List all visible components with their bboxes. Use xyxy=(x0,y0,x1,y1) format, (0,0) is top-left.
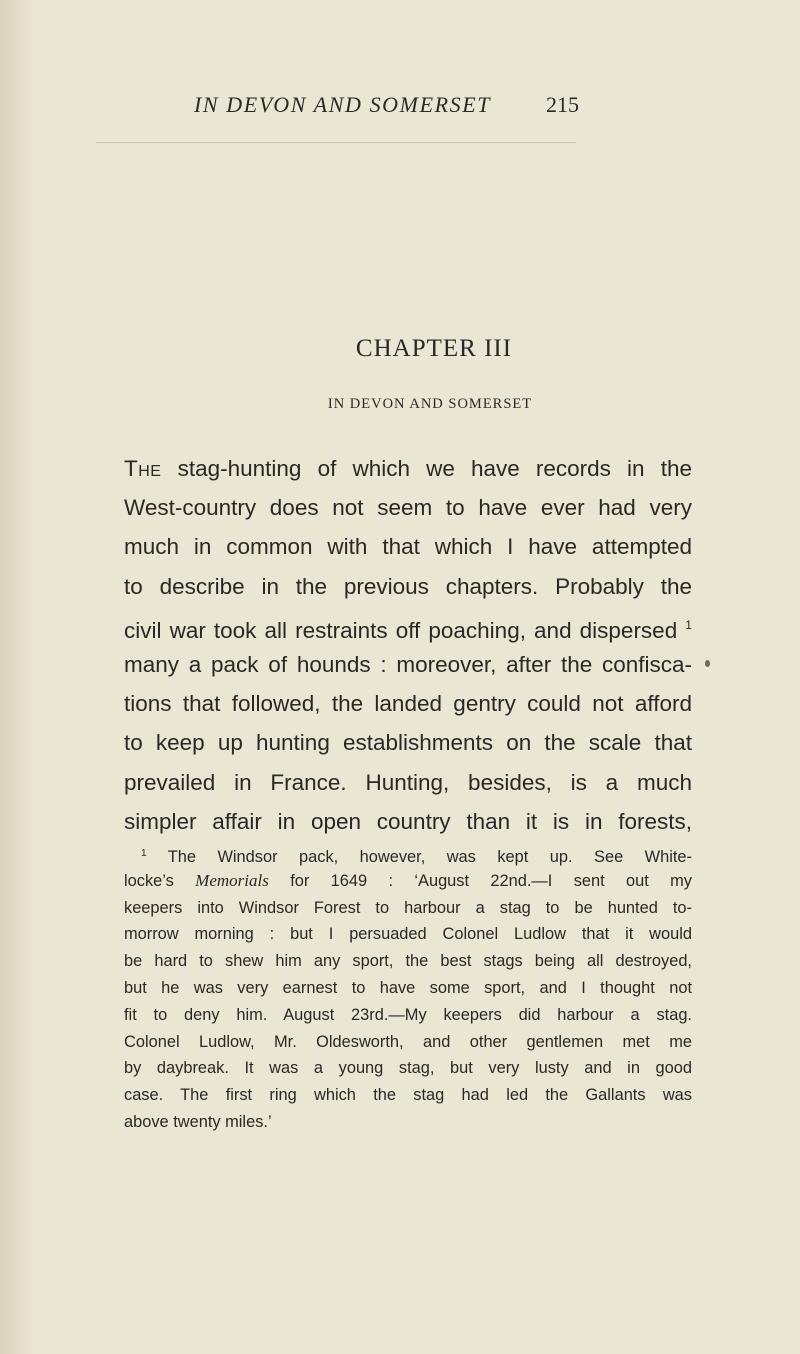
body-line: many a pack of hounds : moreover, after the confisca- xyxy=(124,651,692,677)
page-gutter-shadow xyxy=(0,0,34,1354)
body-paragraph xyxy=(124,449,692,841)
running-head xyxy=(160,92,580,132)
lead-word: The xyxy=(124,456,162,481)
footnote-line: Colonel Ludlow, Mr. Oldesworth, and other gentlemen met me xyxy=(124,1032,692,1051)
footnote-line: case. The first ring which the stag had led the Gallants was xyxy=(124,1086,692,1105)
header-rule xyxy=(96,142,576,143)
footnote xyxy=(124,841,692,1136)
footnote-line-text: The Windsor pack, however, was kept up. See White- xyxy=(167,848,692,866)
chapter-subtitle: IN DEVON AND SOMERSET xyxy=(327,396,533,412)
page-number: 215 xyxy=(546,92,579,117)
footnote-reference: 1 xyxy=(685,617,692,632)
footnote-line-text: for 1649 : ‘August 22nd.—I sent out my xyxy=(290,871,692,890)
footnote-line: be hard to shew him any sport, the best stags being all destroyed, xyxy=(124,952,692,971)
book-title: Memorials xyxy=(195,870,269,890)
paper-speck xyxy=(705,660,710,667)
body-line: tions that followed, the landed gentry could not afford xyxy=(124,691,692,717)
body-line xyxy=(124,449,692,488)
body-line-text: civil war took all restraints off poaching, and dispersed xyxy=(124,617,678,643)
footnote-line: but he was very earnest to have some sport, and I thought not xyxy=(124,978,692,997)
chapter-heading: CHAPTER III xyxy=(355,335,513,362)
footnote-line xyxy=(124,868,692,895)
footnote-line: by daybreak. It was a young stag, but very lusty and in good xyxy=(124,1059,692,1078)
footnote-line: fit to deny him. August 23rd.—My keepers did harbour a stag. xyxy=(124,1005,692,1024)
body-line: prevailed in France. Hunting, besides, is a much xyxy=(124,769,692,795)
footnote-line-text: locke’s xyxy=(124,871,174,890)
body-line: much in common with that which I have attempted xyxy=(124,534,692,560)
footnote-line: morrow morning : but I persuaded Colonel Ludlow that it would xyxy=(124,925,692,944)
footnote-line xyxy=(124,841,692,868)
footnote-line: above twenty miles.’ xyxy=(124,1112,272,1131)
body-line: simpler affair in open country than it is in forests, xyxy=(124,808,692,834)
running-title: IN DEVON AND SOMERSET xyxy=(194,92,492,117)
body-line xyxy=(124,606,692,645)
body-line: to describe in the previous chapters. Probably the xyxy=(124,573,692,599)
footnote-line: keepers into Windsor Forest to harbour a stag to be hunted to- xyxy=(124,898,692,917)
body-line: to keep up hunting establishments on the scale that xyxy=(124,730,692,756)
body-line-text: stag-hunting of which we have records in the xyxy=(177,456,692,481)
body-line: West-country does not seem to have ever had very xyxy=(124,495,692,521)
footnote-mark: 1 xyxy=(141,848,147,859)
